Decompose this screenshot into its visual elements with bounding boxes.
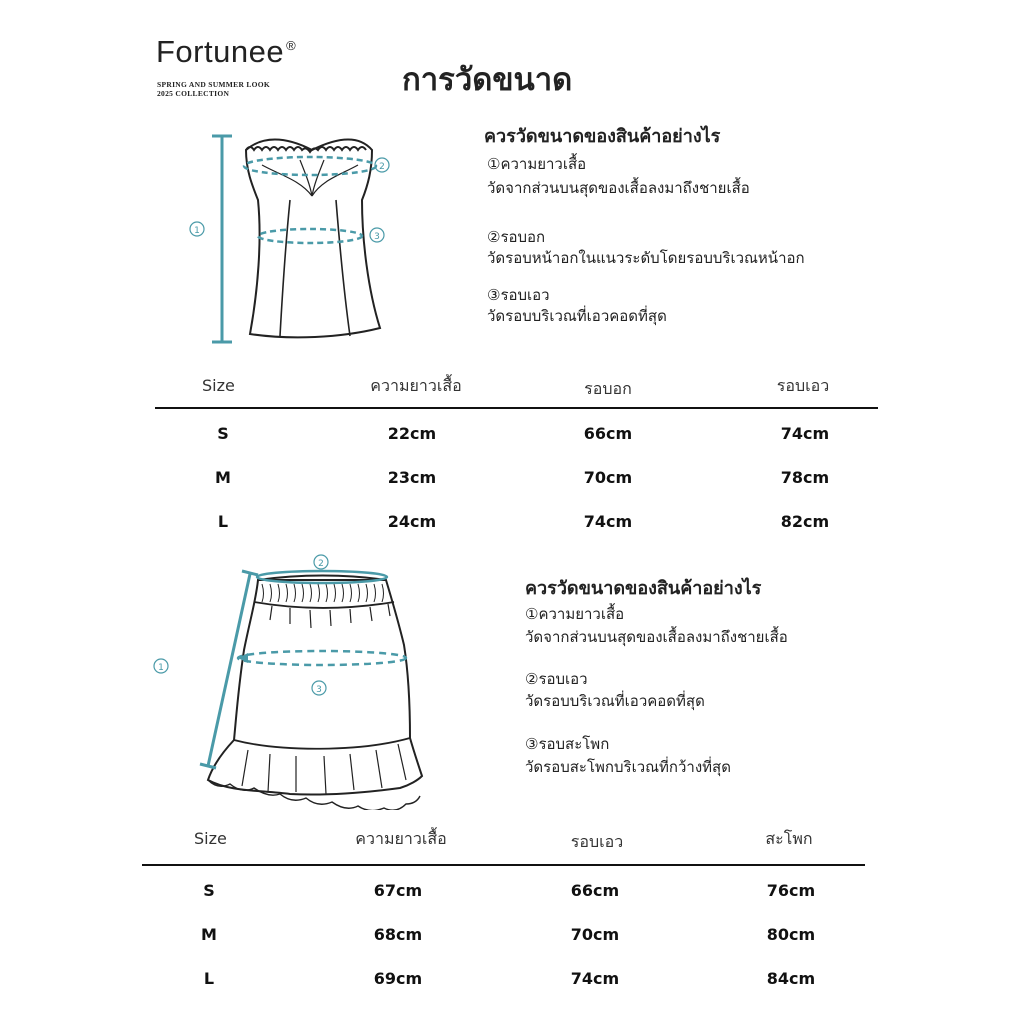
table-cell: 82cm [780,512,830,531]
table-cell: 76cm [766,881,816,900]
table-cell: 66cm [570,881,620,900]
table-cell: 22cm [387,424,437,443]
top-table-header-size: Size [202,376,235,395]
table-cell: 74cm [780,424,830,443]
top-info-desc-2: วัดรอบหน้าอกในแนวระดับโดยรอบบริเวณหน้าอก [487,249,805,267]
table-cell: 74cm [583,512,633,531]
skirt-info-label-2: ②รอบเอว [525,670,588,688]
skirt-diagram [0,540,1024,810]
table-row: L [217,512,229,531]
top-table-header-length: ความยาวเสื้อ [370,376,462,395]
skirt-info-label-1: ①ความยาวเสื้อ [525,605,625,623]
brand-subtitle-line1: SPRING AND SUMMER LOOK [157,80,271,89]
marker-one-text: 1 [194,226,200,236]
table-cell: 80cm [766,925,816,944]
top-info-label-2: ②รอบอก [487,228,546,246]
top-info-desc-3: วัดรอบบริเวณที่เอวคอดที่สุด [487,307,667,325]
table-cell: 74cm [570,969,620,988]
table-cell: 84cm [766,969,816,988]
skirt-table-header-length: ความยาวเสื้อ [355,829,447,848]
top-info-label-3: ③รอบเอว [487,286,550,304]
table-row: M [215,468,231,487]
table-cell: 69cm [373,969,423,988]
top-info-title: ควรวัดขนาดของสินค้าอย่างไร [484,126,721,147]
top-info-label-1: ①ความยาวเสื้อ [487,155,587,173]
table-cell: 66cm [583,424,633,443]
table-cell: 23cm [387,468,437,487]
table-row: S [203,881,215,900]
skirt-table-header-waist: รอบเอว [570,832,624,851]
top-table-header-bust: รอบอก [584,379,632,398]
skirt-table-rule [142,864,865,866]
top-table-rule [155,407,878,409]
marker-three-text: 3 [374,232,380,242]
table-cell: 67cm [373,881,423,900]
page-title: การวัดขนาด [402,62,573,98]
marker-two-text: 2 [379,162,385,172]
skirt-table-header-size: Size [194,829,227,848]
skirt-info-desc-3: วัดรอบสะโพกบริเวณที่กว้างที่สุด [525,758,731,776]
skirt-marker-two-text: 2 [318,559,324,569]
table-cell: 78cm [780,468,830,487]
table-row: S [217,424,229,443]
top-info-desc-1: วัดจากส่วนบนสุดของเสื้อลงมาถึงชายเสื้อ [487,179,750,197]
table-row: L [203,969,215,988]
top-table-header-waist: รอบเอว [776,376,830,395]
skirt-info-desc-2: วัดรอบบริเวณที่เอวคอดที่สุด [525,692,705,710]
skirt-info-desc-1: วัดจากส่วนบนสุดของเสื้อลงมาถึงชายเสื้อ [525,628,788,646]
skirt-info-label-3: ③รอบสะโพก [525,735,610,753]
skirt-marker-one-text: 1 [158,663,164,673]
table-cell: 24cm [387,512,437,531]
brand-name: Fortunee [156,34,285,69]
skirt-table-header-hip: สะโพก [765,829,813,848]
brand-subtitle-line2: 2025 COLLECTION [157,89,230,98]
table-cell: 70cm [570,925,620,944]
registered-mark: ® [286,38,297,53]
skirt-marker-three-text: 3 [316,685,322,695]
table-row: M [201,925,217,944]
table-cell: 70cm [583,468,633,487]
table-cell: 68cm [373,925,423,944]
skirt-info-title: ควรวัดขนาดของสินค้าอย่างไร [525,578,762,599]
